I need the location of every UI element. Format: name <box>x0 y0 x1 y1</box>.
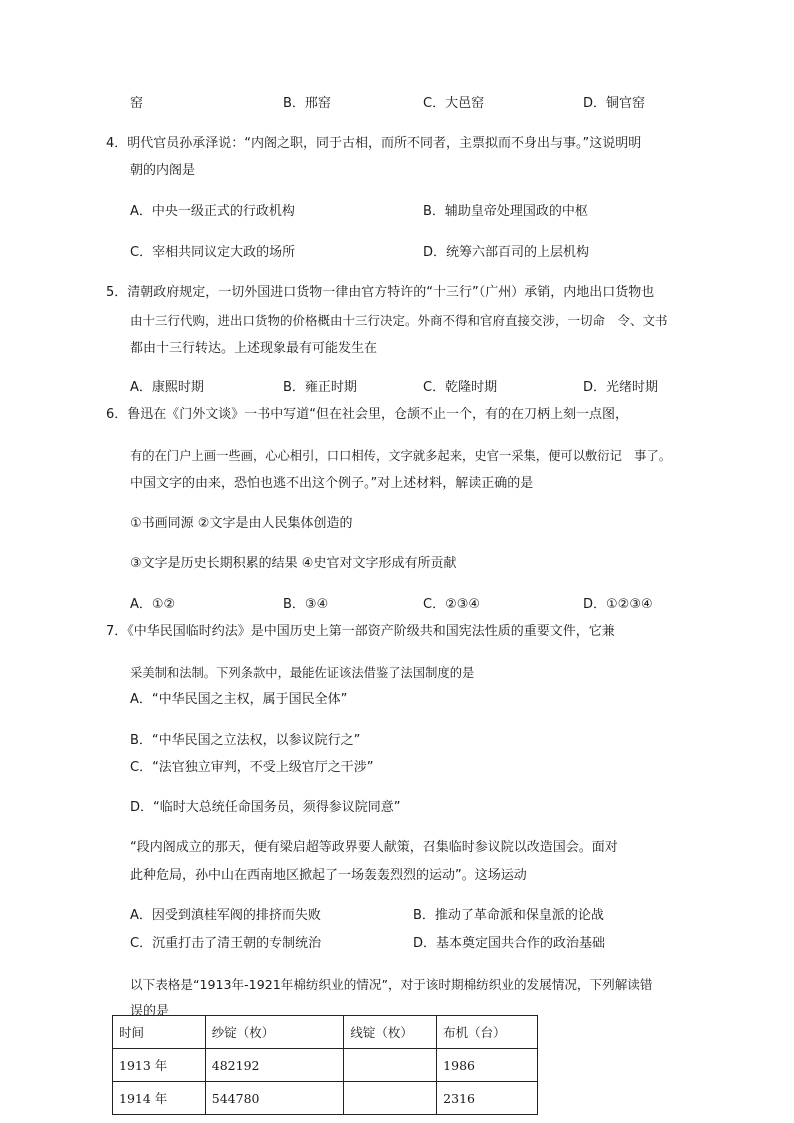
q6-stem-line3: 中国文字的由来，恐怕也逃不出这个例子。”对上述材料，解读正确的是 <box>130 476 534 491</box>
q3-option-b: B．邢窑 <box>283 96 331 111</box>
q7-stem-line1: 7．《中华民国临时约法》是中国历史上第一部资产阶级共和国宪法性质的重要文件，它兼 <box>106 624 615 639</box>
q7-option-a: A．“中华民国之主权，属于国民全体” <box>130 692 348 707</box>
q8-option-c: C．沉重打击了清王朝的专制统治 <box>130 936 322 951</box>
q8-stem-line2: 此种危局，孙中山在西南地区掀起了一场轰轰烈烈的运动”。这场运动 <box>130 868 527 883</box>
q5-option-d: D．光绪时期 <box>583 380 659 395</box>
q6-statements-1: ①书画同源 ②文字是由人民集体创造的 <box>130 516 353 531</box>
q5-stem-line2: 由十三行代购，进出口货物的价格概由十三行决定。外商不得和官府直接交涉，一切命 令、文书 <box>130 313 668 328</box>
table-cell <box>344 1082 437 1115</box>
table-header-cell: 线锭（枚） <box>344 1016 437 1049</box>
q6-option-d: D．①②③④ <box>583 597 653 612</box>
q4-option-b: B．辅助皇帝处理国政的中枢 <box>423 204 588 219</box>
q6-option-b: B．③④ <box>283 597 329 612</box>
table-cell <box>344 1049 437 1082</box>
q3-option-d: D．铜官窑 <box>583 96 646 111</box>
q9-stem-line1: 以下表格是“1913年-1921年棉纺织业的情况”，对于该时期棉纺织业的发展情况，下列解读错 <box>130 977 653 992</box>
q5-option-b: B．雍正时期 <box>283 380 357 395</box>
q4-option-c: C．宰相共同议定大政的场所 <box>130 245 296 260</box>
q6-stem-line1: 6．鲁迅在《门外文谈》一书中写道“但在社会里，仓颉不止一个，有的在刀柄上刻一点图， <box>106 407 629 422</box>
q8-option-a: A．因受到滇桂军阀的排挤而失败 <box>130 908 321 923</box>
table-cell: 482192 <box>205 1049 344 1082</box>
table-cell: 2316 <box>437 1082 538 1115</box>
q5-stem-line1: 5．清朝政府规定，一切外国进口货物一律由官方特许的“十三行”（广州）承销，内地出口货物也 <box>106 285 655 300</box>
q8-option-b: B．推动了革命派和保皇派的论战 <box>413 908 604 923</box>
q8-stem-line1: “段内阁成立的那天，便有梁启超等政界要人献策，召集临时参议院以改造国会。面对 <box>130 840 618 855</box>
table-cell: 1914 年 <box>113 1082 206 1115</box>
q9-stem-line2: 误的是 <box>130 1004 170 1019</box>
table-header-cell: 时间 <box>113 1016 206 1049</box>
q4-stem-line1: 4．明代官员孙承泽说：“内阁之职，同于古相，而所不同者，主票拟而不身出与事。”这说明明 <box>106 136 642 151</box>
q5-option-c: C．乾隆时期 <box>423 380 498 395</box>
q7-stem-line2: 采美制和法制。下列条款中，最能佐证该法借鉴了法国制度的是 <box>130 666 475 680</box>
table-row <box>113 1082 538 1115</box>
table-header-row <box>113 1016 538 1049</box>
q3-option-a: 窑 <box>130 96 144 111</box>
q5-stem-line3: 都由十三行转达。上述现象最有可能发生在 <box>130 341 378 356</box>
table-header-cell: 纱锭（枚） <box>205 1016 344 1049</box>
q6-option-c: C．②③④ <box>423 597 481 612</box>
table-cell: 1913 年 <box>113 1049 206 1082</box>
table-header-cell: 布机（台） <box>437 1016 538 1049</box>
q6-statements-2: ③文字是历史长期积累的结果 ④史官对文字形成有所贡献 <box>130 556 457 571</box>
q3-option-c: C．大邑窑 <box>423 96 485 111</box>
q7-option-c: C．“法官独立审判，不受上级官厅之干涉” <box>130 760 374 775</box>
q4-option-d: D．统筹六部百司的上层机构 <box>423 245 590 260</box>
table-row <box>113 1049 538 1082</box>
q5-option-a: A．康熙时期 <box>130 380 204 395</box>
q7-option-b: B．“中华民国之立法权，以参议院行之” <box>130 733 361 748</box>
table-cell: 1986 <box>437 1049 538 1082</box>
q6-option-a: A．①② <box>130 597 176 612</box>
q8-option-d: D．基本奠定国共合作的政治基础 <box>413 936 606 951</box>
cotton-industry-table <box>112 1015 538 1115</box>
q6-stem-line2: 有的在门户上画一些画，心心相引，口口相传，文字就多起来，史官一采集，便可以敷衍记 事了。 <box>130 449 672 463</box>
q4-stem-line2: 朝的内阁是 <box>130 163 196 178</box>
q7-option-d: D．“临时大总统任命国务员，须得参议院同意” <box>130 800 401 815</box>
q4-option-a: A．中央一级正式的行政机构 <box>130 204 295 219</box>
table-cell: 544780 <box>205 1082 344 1115</box>
